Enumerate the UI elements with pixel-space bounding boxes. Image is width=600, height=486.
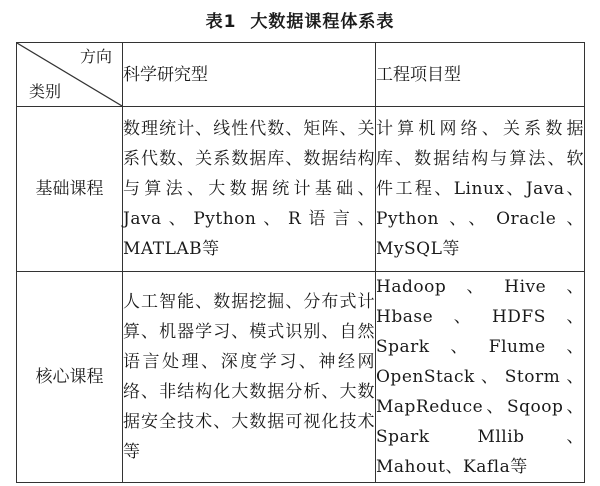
table-caption xyxy=(0,7,600,32)
cell-core-science: 人工智能、数据挖掘、分布式计算、机器学习、模式识别、自然语言处理、深度学习、神经网络、非结构化大数据分析、大数据安全技术、大数据可视化技术等 xyxy=(123,272,376,483)
cell-basic-engineering: 计算机网络、关系数据库、数据结构与算法、软件工程、Linux、Java、Python、、Oracle、MySQL等 xyxy=(376,107,585,272)
table-row xyxy=(17,107,585,272)
table-title: 大数据课程体系表 xyxy=(250,12,395,32)
table-row xyxy=(17,272,585,483)
table-number: 表1 xyxy=(205,12,237,32)
direction-label: 方向 xyxy=(79,47,112,66)
cell-core-engineering: Hadoop、Hive、Hbase、HDFS、Spark、Flume、OpenStack、Storm、MapReduce、Sqoop、Spark Mllib、Mahout、Kafla等 xyxy=(376,272,585,483)
course-system-table xyxy=(16,42,585,483)
column-header-science: 科学研究型 xyxy=(123,43,376,107)
row-category-basic: 基础课程 xyxy=(17,107,123,272)
category-label: 类别 xyxy=(29,82,62,101)
column-header-engineering: 工程项目型 xyxy=(376,43,585,107)
row-category-core: 核心课程 xyxy=(17,272,123,483)
table-header-row xyxy=(17,43,585,107)
cell-basic-science: 数理统计、线性代数、矩阵、关系代数、关系数据库、数据结构与算法、大数据统计基础、Java、Python、R语言、MATLAB等 xyxy=(123,107,376,272)
diagonal-header-cell xyxy=(17,43,123,107)
